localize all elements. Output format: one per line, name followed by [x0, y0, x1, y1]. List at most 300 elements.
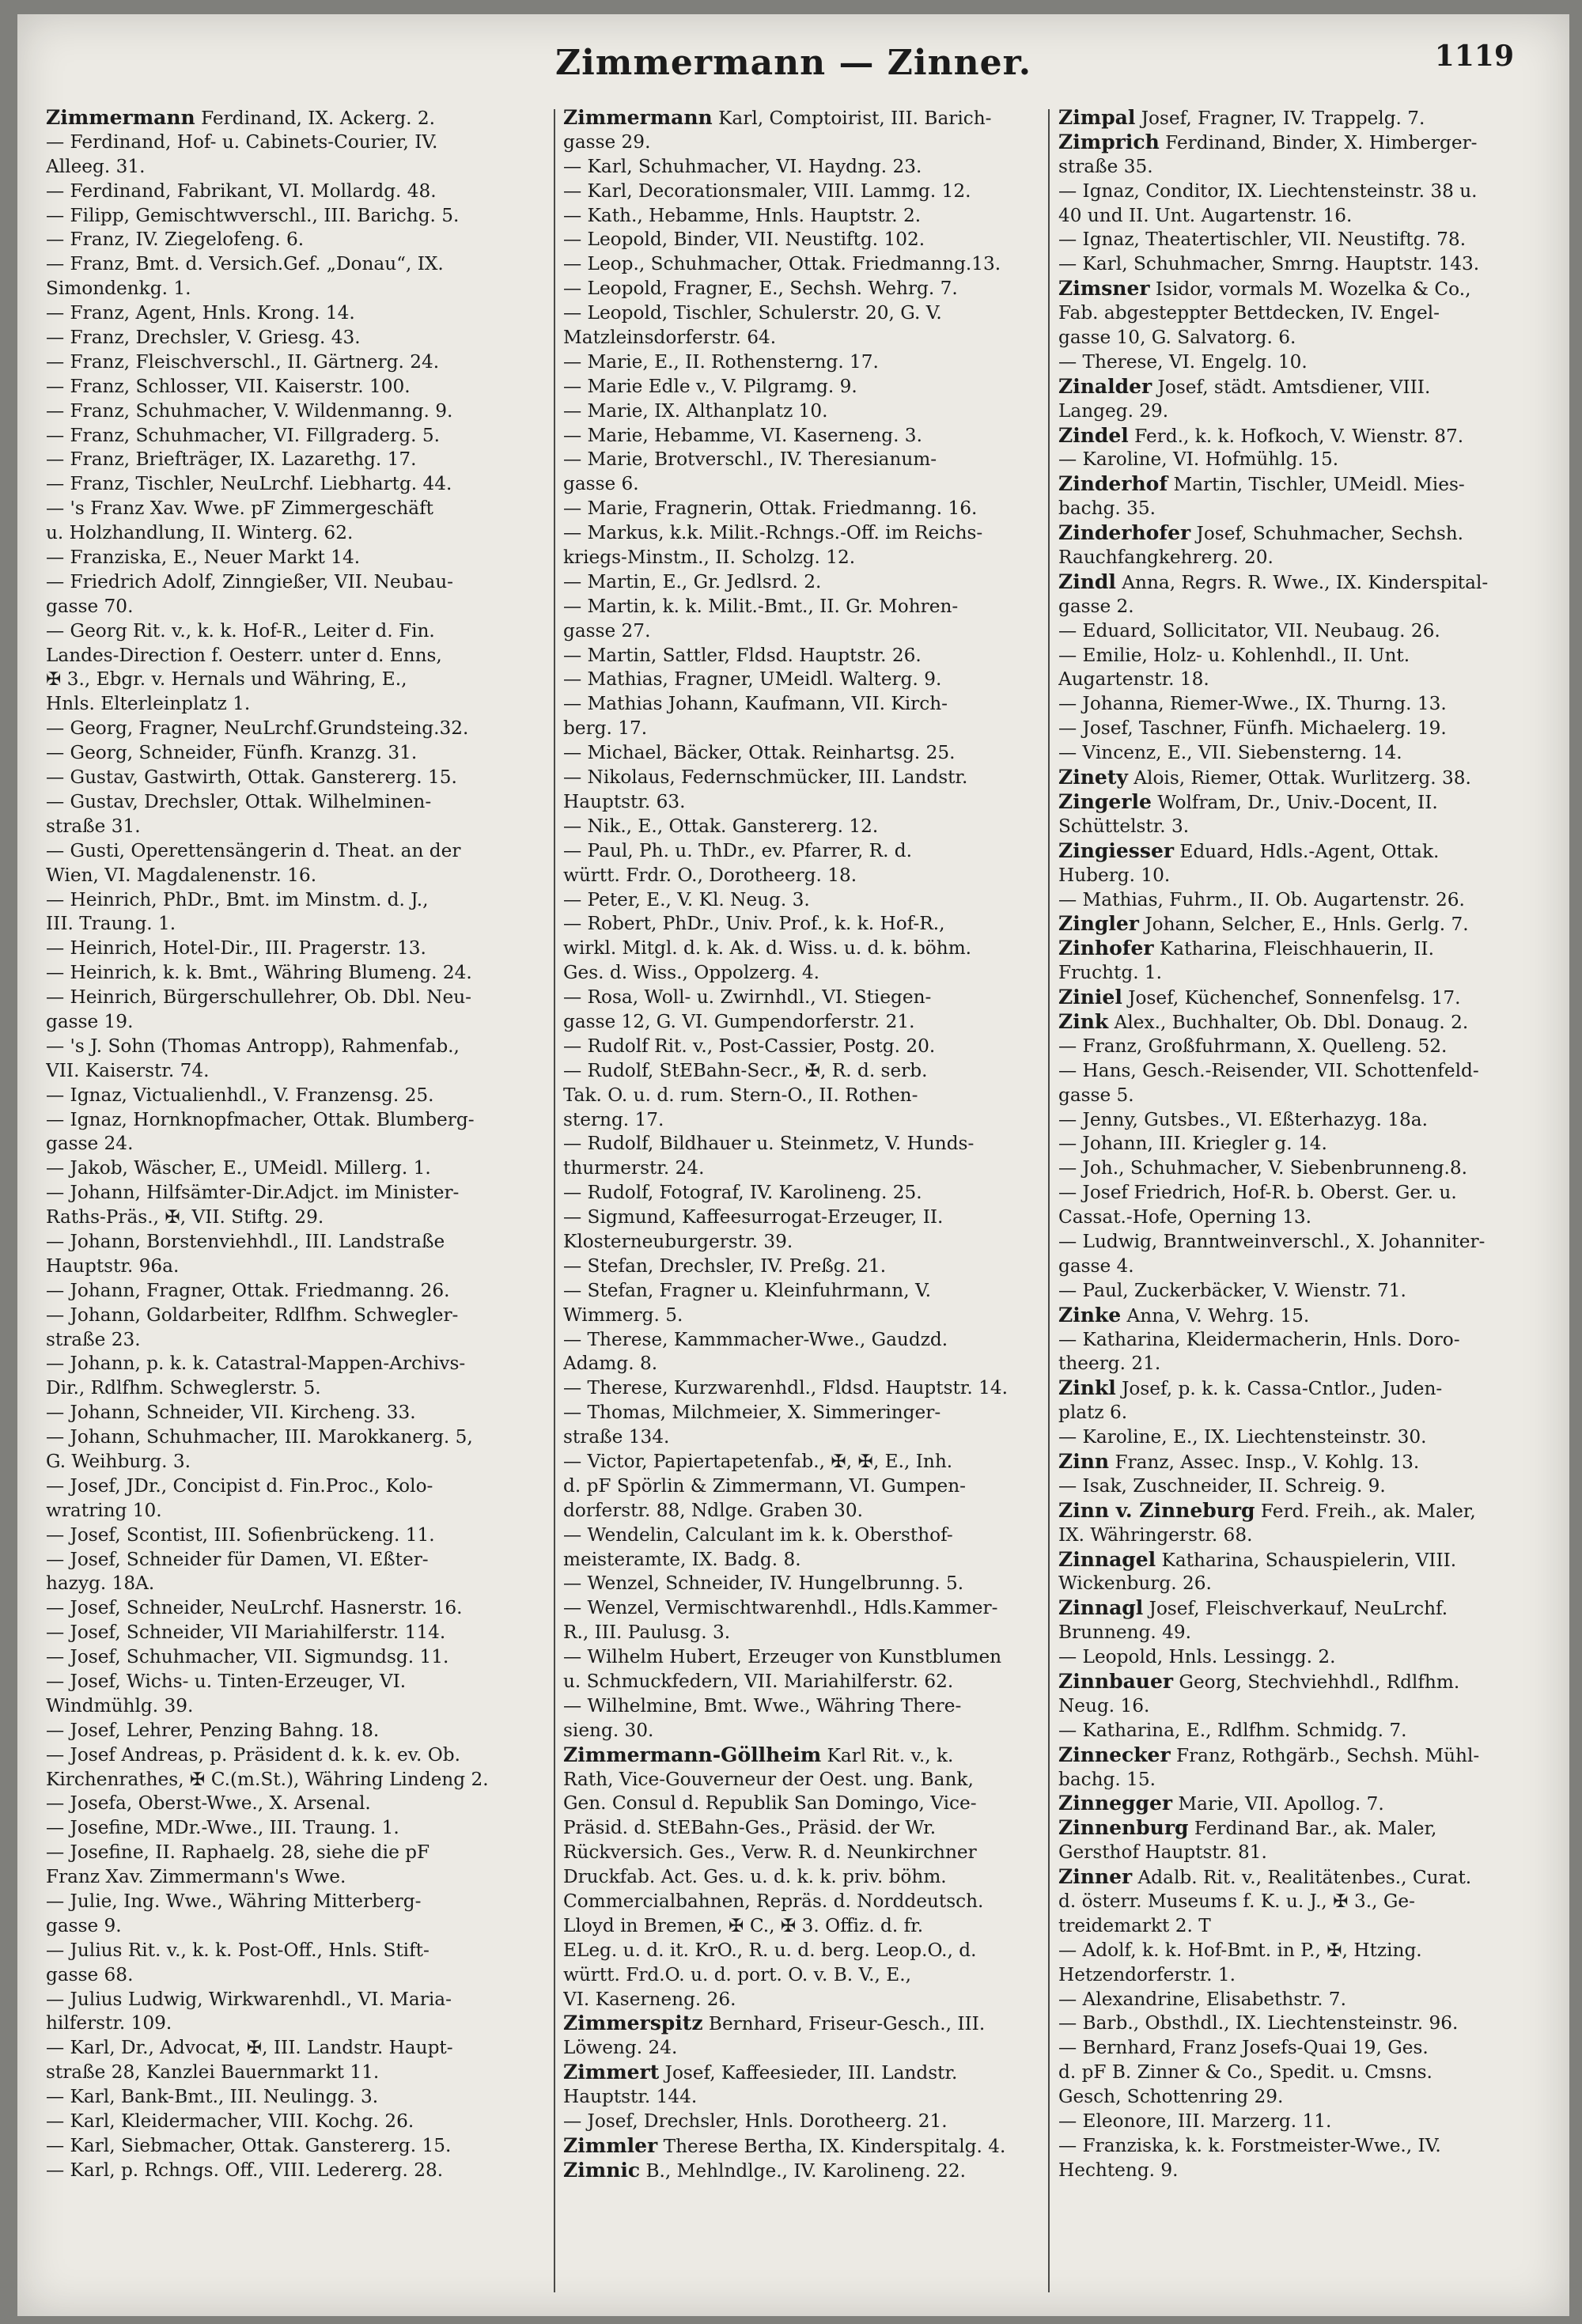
entry-text: Adalb. Rit. v., Realitätenbes., Curat.: [1132, 1867, 1472, 1889]
directory-line: [1058, 472, 1557, 497]
entry-text: bachg. 35.: [1058, 498, 1156, 520]
directory-line: [563, 546, 1046, 570]
directory-line: [1058, 937, 1557, 961]
directory-line: [563, 1939, 1046, 1963]
directory-line: [563, 277, 1046, 301]
directory-line: [563, 1963, 1046, 1988]
entry-text: — Johann, III. Kriegler g. 14.: [1058, 1133, 1327, 1155]
directory-line: [46, 717, 552, 741]
directory-line: [1058, 619, 1557, 644]
entry-text: — Franz, Schlosser, VII. Kaiserstr. 100.: [46, 375, 411, 397]
entry-text: — Stefan, Fragner u. Kleinfuhrmann, V.: [563, 1279, 932, 1301]
directory-line: [563, 155, 1046, 180]
entry-text: Josef, städt. Amtsdiener, VIII.: [1152, 376, 1431, 398]
entry-text: Cassat.-Hofe, Operning 13.: [1058, 1206, 1311, 1228]
surname-heading: Zinkl: [1058, 1376, 1116, 1400]
directory-line: [1058, 521, 1557, 546]
directory-line: [1058, 497, 1557, 521]
entry-text: württ. Frd.O. u. d. port. O. v. B. V., E.,: [563, 1963, 911, 1985]
directory-line: [1058, 692, 1557, 717]
directory-line: [563, 375, 1046, 399]
entry-text: — Josef, Scontist, III. Sofienbrückeng. 11.: [46, 1523, 435, 1546]
entry-text: — Isak, Zuschneider, II. Schreig. 9.: [1058, 1474, 1386, 1497]
surname-heading: Zimmert: [563, 2061, 660, 2084]
entry-text: Ferdinand Bar., ak. Maler,: [1188, 1818, 1437, 1840]
entry-text: kriegs-Minstm., II. Scholzg. 12.: [563, 547, 856, 569]
entry-text: — Josef, Schneider, VII Mariahilferstr. 114.: [46, 1622, 446, 1644]
entry-text: — Vincenz, E., VII. Siebensterng. 14.: [1058, 742, 1402, 764]
directory-line: [1058, 131, 1557, 155]
entry-text: — Karl, Schuhmacher, VI. Haydng. 23.: [563, 155, 922, 177]
directory-line: [46, 2085, 552, 2110]
entry-text: — Martin, k. k. Milit.-Bmt., II. Gr. Mohren-: [563, 595, 959, 617]
entry-text: — Eduard, Sollicitator, VII. Neubaug. 26.: [1058, 619, 1440, 642]
entry-text: — Johann, p. k. k. Catastral-Mappen-Archivs-: [46, 1353, 466, 1375]
entry-text: Gen. Consul d. Republik San Domingo, Vice-: [563, 1792, 977, 1815]
directory-line: [563, 1768, 1046, 1792]
entry-text: — Friedrich Adolf, Zinngießer, VII. Neubau-: [46, 570, 454, 592]
directory-line: [46, 1792, 552, 1816]
entry-text: Huberg. 10.: [1058, 864, 1171, 886]
directory-line: [1058, 1694, 1557, 1719]
directory-line: [46, 277, 552, 301]
directory-line: [563, 986, 1046, 1010]
directory-line: [46, 228, 552, 252]
directory-line: [1058, 839, 1557, 864]
surname-heading: Zimnic: [563, 2158, 641, 2182]
entry-text: — Karl, Dr., Advocat, ✠, III. Landstr. Haupt-: [46, 2037, 453, 2059]
directory-line: [563, 2061, 1046, 2085]
directory-line: [563, 1425, 1046, 1450]
directory-line: [563, 692, 1046, 717]
entry-text: Eduard, Hdls.-Agent, Ottak.: [1174, 840, 1440, 862]
directory-line: [46, 692, 552, 717]
directory-line: [46, 1108, 552, 1133]
entry-text: platz 6.: [1058, 1402, 1128, 1424]
directory-line: [46, 1743, 552, 1768]
entry-text: — Marie, Fragnerin, Ottak. Friedmanng. 16.: [563, 498, 978, 520]
entry-text: d. pF Spörlin & Zimmermann, VI. Gumpen-: [563, 1474, 966, 1497]
entry-text: ELeg. u. d. it. KrO., R. u. d. berg. Leop.O., d.: [563, 1939, 977, 1961]
directory-line: [1058, 1499, 1557, 1523]
directory-line: [1058, 1108, 1557, 1133]
entry-text: — Franz, Bmt. d. Versich.Gef. „Donau“, IX.: [46, 253, 444, 275]
entry-text: — Franz, Tischler, NeuLrchf. Liebhartg. 44.: [46, 473, 452, 495]
directory-line: [46, 790, 552, 815]
directory-line: [1058, 277, 1557, 301]
directory-line: [46, 766, 552, 790]
directory-line: [46, 644, 552, 668]
directory-line: [563, 1059, 1046, 1084]
entry-text: — Johanna, Riemer-Wwe., IX. Thurng. 13.: [1058, 693, 1447, 715]
entry-text: — Eleonore, III. Marzerg. 11.: [1058, 2110, 1332, 2133]
entry-text: — Ignaz, Hornknopfmacher, Ottak. Blumberg-: [46, 1108, 475, 1130]
entry-text: Windmühlg. 39.: [46, 1694, 194, 1717]
page-number: 1119: [1434, 40, 1514, 73]
entry-text: — Johann, Schneider, VII. Kircheng. 33.: [46, 1402, 416, 1424]
entry-text: — Josef, Schneider für Damen, VI. Eßter-: [46, 1548, 429, 1570]
entry-text: bachg. 15.: [1058, 1768, 1156, 1790]
directory-line: [1058, 350, 1557, 375]
entry-text: — Franz, Briefträger, IX. Lazarethg. 17.: [46, 449, 417, 471]
entry-text: — Franz, Schuhmacher, V. Wildenmanng. 9.: [46, 399, 453, 422]
directory-line: [1058, 644, 1557, 668]
directory-line: [46, 1596, 552, 1621]
entry-text: — Mathias, Fuhrm., II. Ob. Augartenstr. 26.: [1058, 888, 1465, 910]
entry-text: — Johann, Hilfsämter-Dir.Adjct. im Minister-: [46, 1182, 460, 1204]
entry-text: — Martin, E., Gr. Jedlsrd. 2.: [563, 570, 822, 592]
directory-line: [1058, 1865, 1557, 1890]
directory-line: [563, 1792, 1046, 1816]
entry-text: — Marie, Brotverschl., IV. Theresianum-: [563, 449, 937, 471]
directory-line: [563, 2085, 1046, 2110]
directory-line: [563, 1914, 1046, 1939]
directory-line: [1058, 1914, 1557, 1939]
directory-line: [1058, 2061, 1557, 2085]
entry-text: — Josef, Schneider, NeuLrchf. Hasnerstr. 16.: [46, 1597, 463, 1619]
directory-line: [563, 1890, 1046, 1914]
directory-line: [46, 1450, 552, 1474]
directory-line: [46, 1132, 552, 1156]
entry-text: — Robert, PhDr., Univ. Prof., k. k. Hof-R.,: [563, 913, 945, 935]
directory-line: [1058, 1279, 1557, 1304]
entry-text: — Ignaz, Conditor, IX. Liechtensteinstr. 38 u.: [1058, 180, 1478, 202]
entry-text: — Mathias, Fragner, UMeidl. Walterg. 9.: [563, 668, 942, 691]
entry-text: Katharina, Schauspielerin, VIII.: [1156, 1549, 1457, 1571]
directory-line: [1058, 1523, 1557, 1548]
directory-line: [1058, 252, 1557, 277]
directory-line: [46, 1035, 552, 1059]
entry-text: Hauptstr. 96a.: [46, 1255, 180, 1277]
entry-text: — Gustav, Drechsler, Ottak. Wilhelminen-: [46, 790, 432, 812]
entry-text: sterng. 17.: [563, 1108, 664, 1130]
directory-line: [46, 961, 552, 986]
entry-text: — Heinrich, k. k. Bmt., Währing Blumeng. 24.: [46, 962, 472, 984]
directory-line: [1058, 1035, 1557, 1059]
entry-text: Ferd. Freih., ak. Maler,: [1255, 1500, 1476, 1522]
directory-line: [563, 228, 1046, 252]
entry-text: Schüttelstr. 3.: [1058, 815, 1190, 837]
entry-text: — Georg, Fragner, NeuLrchf.Grundsteing.32.: [46, 717, 469, 740]
surname-heading: Zinn v. Zinneburg: [1058, 1498, 1255, 1522]
directory-line: [563, 1156, 1046, 1181]
directory-line: [46, 1963, 552, 1988]
directory-line: [46, 1572, 552, 1596]
entry-text: gasse 70.: [46, 595, 134, 617]
entry-text: u. Schmuckfedern, VII. Mariahilferstr. 62.: [563, 1671, 954, 1692]
entry-text: — Ferdinand, Fabrikant, VI. Mollardg. 48.: [46, 180, 437, 202]
entry-text: Anna, V. Wehrg. 15.: [1121, 1304, 1310, 1327]
directory-line: [1058, 595, 1557, 619]
entry-text: — Franziska, k. k. Forstmeister-Wwe., IV.: [1058, 2134, 1441, 2156]
directory-line: [1058, 1376, 1557, 1401]
directory-line: [46, 2061, 552, 2085]
directory-line: [46, 741, 552, 766]
directory-line: [563, 1841, 1046, 1865]
entry-text: Ferd., k. k. Hofkoch, V. Wienstr. 87.: [1128, 425, 1464, 447]
directory-line: [1058, 180, 1557, 204]
entry-text: IX. Währingerstr. 68.: [1058, 1523, 1253, 1546]
directory-line: [46, 521, 552, 546]
entry-text: — Filipp, Gemischtwverschl., III. Barichg. 5.: [46, 204, 460, 226]
directory-line: [46, 497, 552, 521]
directory-line: [1058, 1328, 1557, 1353]
directory-line: [46, 1352, 552, 1376]
entry-text: sieng. 30.: [563, 1719, 654, 1741]
entry-text: Raths-Präs., ✠, VII. Stiftg. 29.: [46, 1206, 324, 1228]
entry-text: — Nikolaus, Federnschmücker, III. Landstr.: [563, 766, 968, 789]
entry-text: Martin, Tischler, UMeidl. Mies-: [1168, 474, 1465, 496]
entry-text: Alois, Riemer, Ottak. Wurlitzerg. 38.: [1127, 767, 1471, 789]
surname-heading: Zindl: [1058, 570, 1116, 593]
column-divider: [554, 109, 555, 2292]
entry-text: Druckfab. Act. Ges. u. d. k. k. priv. böhm.: [563, 1866, 947, 1888]
directory-line: [563, 131, 1046, 155]
directory-line: [563, 1743, 1046, 1768]
entry-text: — Jenny, Gutsbes., VI. Eßterhazyg. 18a.: [1058, 1108, 1428, 1130]
entry-text: Alleeg. 31.: [46, 155, 146, 177]
directory-line: [563, 1523, 1046, 1548]
directory-line: [46, 204, 552, 229]
entry-text: — Franz, Schuhmacher, VI. Fillgraderg. 5.: [46, 424, 440, 446]
entry-text: — Josef, JDr., Concipist d. Fin.Proc., Kolo-: [46, 1474, 433, 1497]
entry-text: Langeg. 29.: [1058, 399, 1169, 422]
directory-line: [46, 1939, 552, 1963]
entry-text: — Barb., Obsthdl., IX. Liechtensteinstr. 96.: [1058, 2012, 1459, 2034]
directory-line: [563, 1108, 1046, 1133]
entry-text: — Mathias Johann, Kaufmann, VII. Kirch-: [563, 693, 948, 715]
directory-line: [563, 180, 1046, 204]
directory-line: [563, 472, 1046, 497]
directory-line: [46, 1328, 552, 1353]
entry-text: Josef, Küchenchef, Sonnenfelsg. 17.: [1122, 987, 1461, 1009]
entry-text: — Johann, Fragner, Ottak. Friedmanng. 26.: [46, 1279, 450, 1301]
directory-line: [1058, 2036, 1557, 2061]
directory-line: [46, 1279, 552, 1304]
entry-text: Josef, p. k. k. Cassa-Cntlor., Juden-: [1115, 1378, 1443, 1400]
directory-line: [46, 888, 552, 913]
entry-text: — Nik., E., Ottak. Ganstererg. 12.: [563, 815, 879, 837]
directory-line: [563, 717, 1046, 741]
directory-line: [46, 1376, 552, 1401]
entry-text: — Karl, Siebmacher, Ottak. Ganstererg. 15.: [46, 2134, 452, 2156]
directory-line: [563, 1865, 1046, 1890]
entry-text: — Markus, k.k. Milit.-Rchngs.-Off. im Reichs-: [563, 522, 983, 544]
directory-line: [1058, 1059, 1557, 1084]
entry-text: Franz Xav. Zimmermann's Wwe.: [46, 1866, 346, 1888]
entry-text: — Josef, Drechsler, Hnls. Dorotheerg. 21.: [563, 2110, 948, 2133]
surname-heading: Zimmermann-Göllheim: [563, 1743, 822, 1766]
entry-text: Therese Bertha, IX. Kinderspitalg. 4.: [657, 2135, 1006, 2157]
directory-line: [1058, 717, 1557, 741]
entry-text: — Heinrich, Hotel-Dir., III. Pragerstr. 13.: [46, 937, 426, 960]
directory-line: [46, 1059, 552, 1084]
entry-text: treidemarkt 2. T: [1058, 1914, 1211, 1936]
entry-text: — Therese, VI. Engelg. 10.: [1058, 350, 1308, 373]
directory-line: [46, 2036, 552, 2061]
entry-text: Hnls. Elterleinplatz 1.: [46, 693, 251, 715]
entry-text: — Gusti, Operettensängerin d. Theat. an der: [46, 839, 461, 861]
directory-line: [1058, 301, 1557, 326]
directory-line: [46, 1694, 552, 1719]
entry-text: — Josefine, II. Raphaelg. 28, siehe die pF: [46, 1841, 430, 1864]
entry-text: — Franziska, E., Neuer Markt 14.: [46, 547, 361, 569]
directory-line: [563, 326, 1046, 350]
entry-text: — Kath., Hebamme, Hnls. Hauptstr. 2.: [563, 204, 922, 226]
entry-text: — Leopold, Binder, VII. Neustiftg. 102.: [563, 229, 925, 251]
directory-line: [1058, 668, 1557, 692]
entry-text: Lloyd in Bremen, ✠ C., ✠ 3. Offiz. d. fr.: [563, 1914, 924, 1936]
entry-text: — Leopold, Fragner, E., Sechsh. Wehrg. 7.: [563, 278, 958, 300]
directory-line: [563, 937, 1046, 961]
entry-text: — Rudolf, Bildhauer u. Steinmetz, V. Hunds-: [563, 1133, 975, 1155]
entry-text: VI. Kaserneng. 26.: [563, 1988, 736, 2010]
entry-text: wratring 10.: [46, 1499, 162, 1521]
entry-text: wirkl. Mitgl. d. k. Ak. d. Wiss. u. d. k. böhm.: [563, 937, 972, 960]
directory-line: [46, 1499, 552, 1523]
entry-text: thurmerstr. 24.: [563, 1157, 705, 1179]
entry-text: — Marie, IX. Althanplatz 10.: [563, 399, 828, 422]
directory-line: [563, 2036, 1046, 2061]
entry-text: Hauptstr. 144.: [563, 2086, 698, 2108]
entry-text: Franz, Rothgärb., Sechsh. Mühl-: [1170, 1744, 1480, 1766]
directory-line: [563, 521, 1046, 546]
entry-text: hazyg. 18A.: [46, 1573, 155, 1595]
directory-line: [563, 961, 1046, 986]
directory-column-middle: [563, 106, 1046, 2183]
directory-line: [46, 1914, 552, 1939]
directory-line: [46, 815, 552, 839]
directory-line: [1058, 1816, 1557, 1841]
directory-line: [563, 1132, 1046, 1156]
entry-text: — Peter, E., V. Kl. Neug. 3.: [563, 888, 810, 910]
directory-line: [1058, 1010, 1557, 1035]
directory-line: [563, 204, 1046, 229]
directory-line: [563, 668, 1046, 692]
directory-line: [1058, 424, 1557, 449]
entry-text: — Rudolf, StEBahn-Secr., ✠, R. d. serb.: [563, 1059, 928, 1081]
entry-text: Adamg. 8.: [563, 1353, 658, 1375]
entry-text: straße 23.: [46, 1328, 141, 1350]
directory-line: [563, 2012, 1046, 2036]
directory-line: [1058, 375, 1557, 399]
entry-text: gasse 9.: [46, 1914, 122, 1936]
directory-line: [1058, 1304, 1557, 1328]
entry-text: — Ferdinand, Hof- u. Cabinets-Courier, IV.: [46, 131, 438, 153]
entry-text: — Julius Rit. v., k. k. Post-Off., Hnls. Stift-: [46, 1939, 430, 1961]
entry-text: — Georg Rit. v., k. k. Hof-R., Leiter d. Fin.: [46, 619, 435, 642]
directory-line: [1058, 1645, 1557, 1670]
directory-line: [46, 1670, 552, 1694]
entry-text: — Georg, Schneider, Fünfh. Kranzg. 31.: [46, 742, 418, 764]
directory-line: [563, 1548, 1046, 1573]
directory-line: [46, 375, 552, 399]
directory-line: [563, 1181, 1046, 1206]
entry-text: — Karoline, E., IX. Liechtensteinstr. 30.: [1058, 1426, 1427, 1448]
surname-heading: Zinn: [1058, 1449, 1110, 1473]
directory-line: [563, 595, 1046, 619]
directory-line: [46, 252, 552, 277]
entry-text: gasse 24.: [46, 1133, 134, 1155]
entry-text: — Michael, Bäcker, Ottak. Reinhartsg. 25.: [563, 742, 956, 764]
entry-text: berg. 17.: [563, 717, 648, 740]
entry-text: — Franz, IV. Ziegelofeng. 6.: [46, 229, 305, 251]
entry-text: Ferdinand, IX. Ackerg. 2.: [195, 108, 435, 129]
entry-text: Wien, VI. Magdalenenstr. 16.: [46, 864, 317, 886]
entry-text: — Julie, Ing. Wwe., Währing Mitterberg-: [46, 1891, 422, 1913]
directory-line: [563, 619, 1046, 644]
directory-line: [1058, 790, 1557, 815]
entry-text: — Josef, Wichs- u. Tinten-Erzeuger, VI.: [46, 1671, 407, 1692]
directory-line: [1058, 912, 1557, 937]
directory-line: [46, 1181, 552, 1206]
directory-line: [46, 155, 552, 180]
directory-line: [563, 2110, 1046, 2134]
entry-text: gasse 5.: [1058, 1084, 1134, 1106]
directory-line: [563, 1474, 1046, 1499]
entry-text: — Rudolf Rit. v., Post-Cassier, Postg. 20.: [563, 1035, 936, 1057]
entry-text: — Karl, Schuhmacher, Smrng. Hauptstr. 143.: [1058, 253, 1480, 275]
entry-text: theerg. 21.: [1058, 1353, 1161, 1375]
directory-line: [563, 497, 1046, 521]
directory-line: [1058, 155, 1557, 180]
directory-line: [563, 1206, 1046, 1230]
entry-text: — 's J. Sohn (Thomas Antropp), Rahmenfab.,: [46, 1035, 460, 1057]
directory-line: [1058, 204, 1557, 229]
surname-heading: Zinnegger: [1058, 1792, 1173, 1815]
entry-text: — Johann, Borstenviehhdl., III. Landstraße: [46, 1230, 445, 1252]
directory-line: [563, 815, 1046, 839]
entry-text: Präsid. d. StEBahn-Ges., Präsid. der Wr.: [563, 1817, 937, 1839]
directory-line: [46, 1010, 552, 1035]
entry-text: — Marie Edle v., V. Pilgramg. 9.: [563, 375, 857, 397]
directory-line: [1058, 1132, 1557, 1156]
entry-text: — Karl, Decorationsmaler, VIII. Lammg. 12.: [563, 180, 971, 202]
directory-line: [46, 1084, 552, 1108]
directory-line: [563, 1255, 1046, 1279]
directory-line: [1058, 546, 1557, 570]
entry-text: — Jakob, Wäscher, E., UMeidl. Millerg. 1.: [46, 1157, 431, 1179]
entry-text: Simondenkg. 1.: [46, 278, 191, 300]
surname-heading: Zimmler: [563, 2133, 658, 2157]
directory-line: [46, 1255, 552, 1279]
entry-text: Josef, Schuhmacher, Sechsh.: [1190, 523, 1464, 545]
directory-line: [1058, 2134, 1557, 2159]
entry-text: — Josef Andreas, p. Präsident d. k. k. ev. Ob.: [46, 1743, 460, 1766]
entry-text: württ. Frdr. O., Dorotheerg. 18.: [563, 864, 857, 886]
entry-text: — Josef, Lehrer, Penzing Bahng. 18.: [46, 1719, 380, 1741]
entry-text: Hetzendorferstr. 1.: [1058, 1963, 1236, 1985]
directory-line: [563, 252, 1046, 277]
entry-text: Fab. abgesteppter Bettdecken, IV. Engel-: [1058, 302, 1440, 324]
directory-line: [1058, 961, 1557, 986]
directory-line: [46, 1865, 552, 1890]
entry-text: — Heinrich, PhDr., Bmt. im Minstm. d. J.,: [46, 888, 429, 910]
entry-text: Josef, Fleischverkauf, NeuLrchf.: [1143, 1598, 1448, 1620]
directory-line: [563, 1304, 1046, 1328]
entry-text: — Sigmund, Kaffeesurrogat-Erzeuger, II.: [563, 1206, 944, 1228]
entry-text: VII. Kaiserstr. 74.: [46, 1059, 210, 1081]
directory-line: [46, 1304, 552, 1328]
entry-text: straße 35.: [1058, 155, 1153, 177]
directory-line: [46, 668, 552, 692]
directory-line: [46, 350, 552, 375]
directory-line: [563, 106, 1046, 131]
entry-text: — Franz, Großfuhrmann, X. Quelleng. 52.: [1058, 1035, 1448, 1057]
directory-line: [1058, 986, 1557, 1010]
entry-text: Rauchfangkehrerg. 20.: [1058, 547, 1274, 569]
entry-text: — Franz, Fleischverschl., II. Gärtnerg. 24.: [46, 350, 440, 373]
